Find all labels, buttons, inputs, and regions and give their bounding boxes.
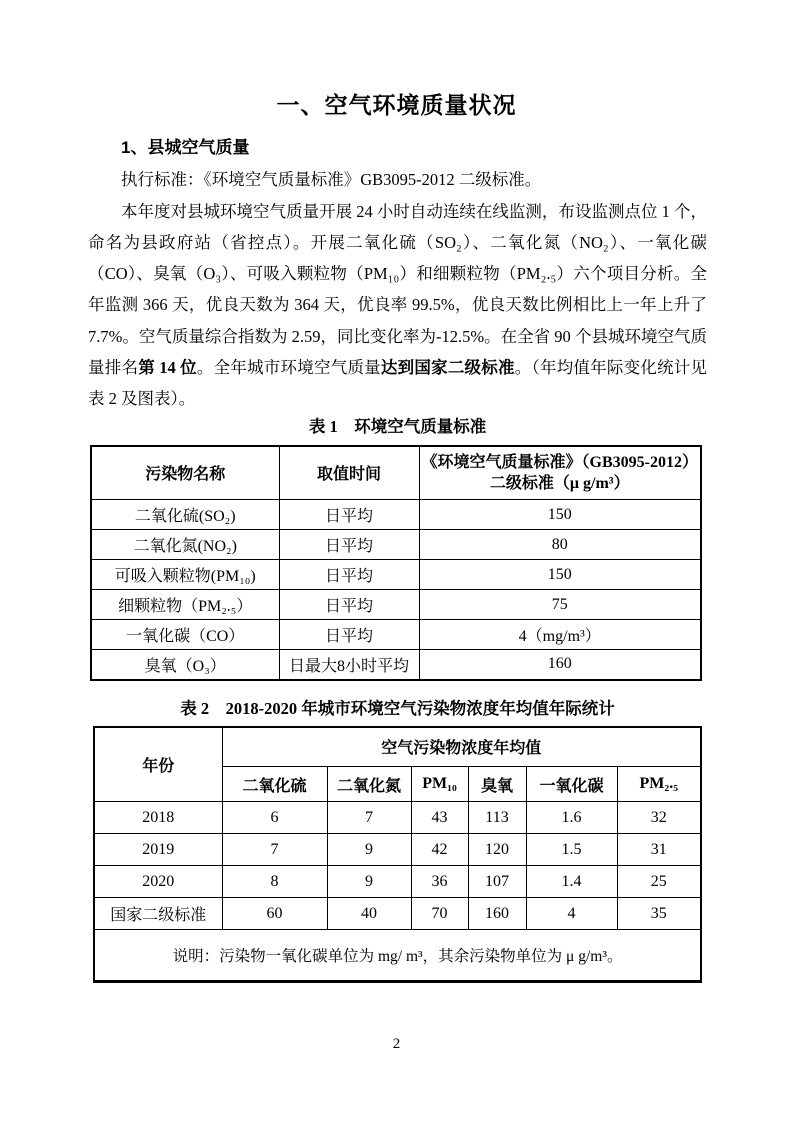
cell-value: 113 — [468, 802, 526, 834]
cell-standard-value: 150 — [419, 500, 701, 530]
table-note: 说明：污染物一氧化碳单位为 mg/ m³，其余污染物单位为 μ g/m³。 — [94, 930, 701, 982]
cell-averaging-time: 日平均 — [279, 500, 419, 530]
table2-header-no2: 二氧化氮 — [327, 767, 411, 802]
cell-value: 43 — [411, 802, 468, 834]
cell-value: 60 — [222, 898, 327, 930]
cell-year: 2019 — [94, 834, 222, 866]
cell-pollutant-name: 一氧化碳（CO） — [91, 620, 279, 650]
cell-value: 4 — [526, 898, 617, 930]
cell-value: 107 — [468, 866, 526, 898]
paragraph-main-text: 。（年均值年际变化统计见表 2 及图表）。 — [88, 358, 708, 409]
cell-averaging-time: 日平均 — [279, 620, 419, 650]
table-row — [91, 530, 701, 560]
cell-value: 1.6 — [526, 802, 617, 834]
table1-header-standard-line2: 二级标准（μ g/m³） — [489, 474, 630, 492]
table2-header-pm10: PM₁₀ — [411, 767, 468, 802]
paragraph-main-text: 本年度对县城环境空气质量开展 24 小时自动连续在线监测，布设监测点位 1 个，命名为县政府站（省控点）。开展二氧化硫（SO₂）、二氧化氮（NO₂）、一氧化碳（CO）、臭氧（O₃）、可吸入颗粒物（PM₁₀）和细颗粒物（PM₂.₅）六个项目分析。全年监测 366 天，优良天数为 364 天，优良率 99.5%，优良天数比例相比上一年上升了 7.7%。空气质量综合指数为 2.59，同比变化率为-12.5%。在全省 90 个县城环境空气质量排名 — [88, 201, 708, 378]
cell-value: 7 — [222, 834, 327, 866]
cell-year: 2018 — [94, 802, 222, 834]
table-row — [91, 590, 701, 620]
cell-pollutant-name: 细颗粒物（PM₂.₅） — [91, 590, 279, 620]
table1-header-row — [91, 446, 701, 500]
cell-pollutant-name: 可吸入颗粒物(PM₁₀) — [91, 560, 279, 590]
table-row — [91, 500, 701, 530]
table-row — [91, 560, 701, 590]
cell-averaging-time: 日平均 — [279, 590, 419, 620]
table-row — [91, 620, 701, 650]
page-number: 2 — [392, 1036, 401, 1052]
paragraph-standard: 执行标准：《环境空气质量标准》GB3095-2012 二级标准。 — [121, 170, 542, 189]
air-quality-standards-table — [90, 445, 702, 681]
paragraph-main — [88, 196, 707, 415]
table2-header-o3: 臭氧 — [468, 767, 526, 802]
cell-year: 2020 — [94, 866, 222, 898]
cell-value: 1.5 — [526, 834, 617, 866]
table-row — [94, 802, 701, 834]
cell-standard-value: 4（mg/m³） — [419, 620, 701, 650]
table1-header-pollutant: 污染物名称 — [91, 446, 279, 500]
section-heading: 1、县城空气质量 — [121, 138, 250, 157]
table2-header-so2: 二氧化硫 — [222, 767, 327, 802]
cell-value: 31 — [617, 834, 701, 866]
cell-value: 6 — [222, 802, 327, 834]
pollutant-annual-average-table — [93, 726, 702, 984]
table2-header-pm25: PM₂.₅ — [617, 767, 701, 802]
table2-caption: 表 2 2018-2020 年城市环境空气污染物浓度年均值年际统计 — [180, 698, 615, 718]
cell-value: 40 — [327, 898, 411, 930]
table-row — [94, 834, 701, 866]
cell-value: 32 — [617, 802, 701, 834]
cell-value: 8 — [222, 866, 327, 898]
document-body — [88, 132, 707, 983]
cell-averaging-time: 日平均 — [279, 530, 419, 560]
cell-value: 25 — [617, 866, 701, 898]
cell-value: 9 — [327, 866, 411, 898]
cell-pollutant-name: 臭氧（O₃） — [91, 650, 279, 680]
cell-value: 42 — [411, 834, 468, 866]
paragraph-main-text: 。全年城市环境空气质量 — [196, 358, 381, 378]
cell-value: 35 — [617, 898, 701, 930]
table1-header-time: 取值时间 — [279, 446, 419, 500]
table-row — [94, 866, 701, 898]
table1-header-standard-line1: 《环境空气质量标准》（GB3095-2012） — [421, 453, 698, 471]
cell-standard-value: 160 — [419, 650, 701, 680]
cell-value: 160 — [468, 898, 526, 930]
cell-value: 1.4 — [526, 866, 617, 898]
cell-pollutant-name: 二氧化硫(SO₂) — [91, 500, 279, 530]
cell-averaging-time: 日最大8小时平均 — [279, 650, 419, 680]
cell-value: 36 — [411, 866, 468, 898]
cell-standard-value: 80 — [419, 530, 701, 560]
table2-header-year: 年份 — [94, 727, 222, 802]
table2-header-co: 一氧化碳 — [526, 767, 617, 802]
cell-year: 国家二级标准 — [94, 898, 222, 930]
table1-header-standard — [419, 446, 701, 500]
page-title: 一、空气环境质量状况 — [276, 92, 517, 118]
table1-caption: 表 1 环境空气质量标准 — [308, 416, 487, 436]
table2-header-group-row — [94, 727, 701, 767]
cell-standard-value: 150 — [419, 560, 701, 590]
cell-value: 7 — [327, 802, 411, 834]
table2-header-group: 空气污染物浓度年均值 — [222, 727, 701, 767]
table-note-row — [94, 930, 701, 982]
cell-value: 70 — [411, 898, 468, 930]
cell-averaging-time: 日平均 — [279, 560, 419, 590]
table-row — [91, 650, 701, 680]
table-row — [94, 898, 701, 930]
cell-standard-value: 75 — [419, 590, 701, 620]
rank-bold-text: 第 14 位 — [138, 358, 197, 378]
cell-value: 120 — [468, 834, 526, 866]
cell-value: 9 — [327, 834, 411, 866]
standard-attained-bold-text: 达到国家二级标准 — [380, 358, 515, 378]
cell-pollutant-name: 二氧化氮(NO₂) — [91, 530, 279, 560]
